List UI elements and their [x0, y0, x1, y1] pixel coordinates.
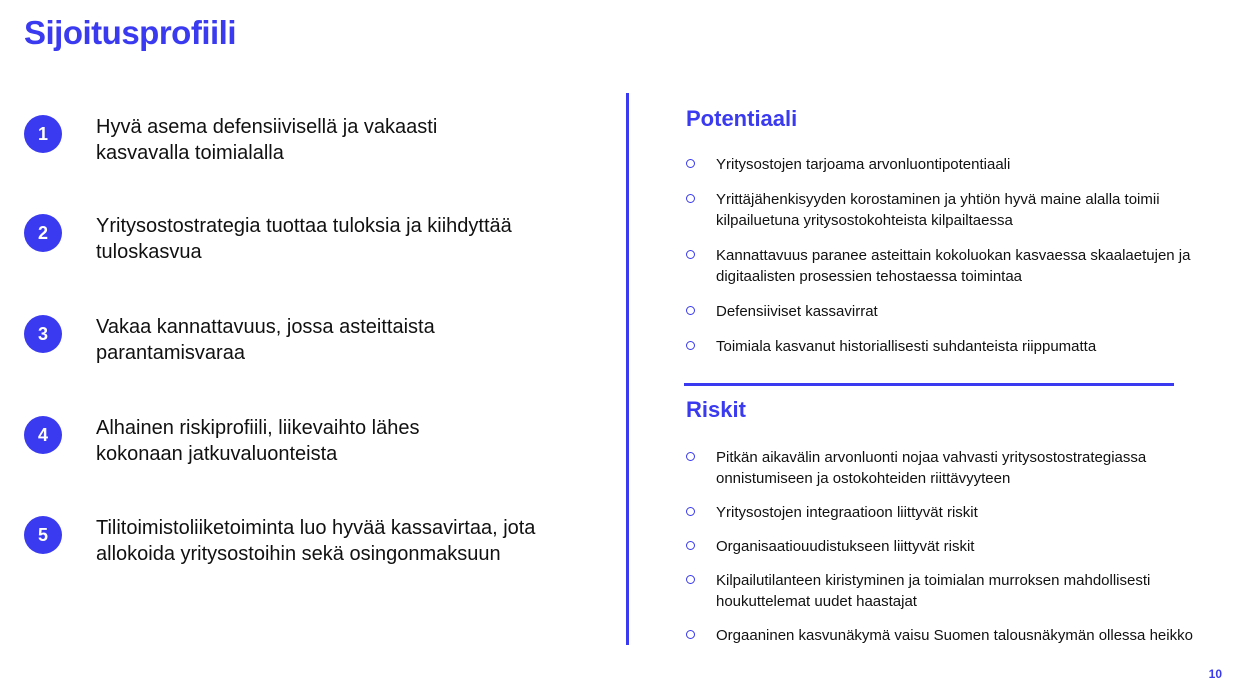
list-item: Pitkän aikavälin arvonluonti nojaa vahvasti yritysostostrategiassa onnistumiseen ja ostokohteiden riittävyyteen [686, 447, 1206, 489]
point-1 [24, 114, 584, 166]
point-4 [24, 415, 584, 467]
list-item: Yritysostojen integraatioon liittyvät riskit [686, 502, 1206, 523]
circle-bullet-icon [686, 250, 695, 259]
circle-bullet-icon [686, 630, 695, 639]
circle-bullet-icon [686, 541, 695, 550]
list-item: Yritysostojen tarjoama arvonluontipotentiaali [686, 154, 1206, 175]
list-item: Yrittäjähenkisyyden korostaminen ja yhtiön hyvä maine alalla toimii kilpailuetuna yritysostokohteista kilpailtaessa [686, 189, 1206, 231]
point-text: Alhainen riskiprofiili, liikevaihto lähes kokonaan jatkuvaluonteista [96, 417, 420, 465]
circle-bullet-icon [686, 194, 695, 203]
point-text: Yritysostostrategia tuottaa tuloksia ja kiihdyttää tuloskasvua [96, 215, 512, 263]
point-text: Tilitoimistoliiketoiminta luo hyvää kassavirtaa, jota allokoida yritysostoihin sekä osingonmaksuun [96, 517, 536, 565]
circle-bullet-icon [686, 306, 695, 315]
point-text: Hyvä asema defensiivisellä ja vakaasti kasvavalla toimialalla [96, 116, 438, 164]
circle-bullet-icon [686, 507, 695, 516]
list-item: Toimiala kasvanut historiallisesti suhdanteista riippumatta [686, 336, 1206, 357]
list-item: Defensiiviset kassavirrat [686, 301, 1206, 322]
circle-bullet-icon [686, 575, 695, 584]
number-badge: 2 [24, 214, 62, 252]
point-3 [24, 314, 584, 366]
potential-list [686, 154, 1206, 357]
potential-heading: Potentiaali [686, 106, 798, 131]
point-text: Vakaa kannattavuus, jossa asteittaista parantamisvaraa [96, 316, 435, 364]
number-badge: 3 [24, 315, 62, 353]
circle-bullet-icon [686, 452, 695, 461]
number-badge: 1 [24, 115, 62, 153]
list-item: Kannattavuus paranee asteittain kokoluokan kasvaessa skaalaetujen ja digitaalisten prosessien tehostaessa toimintaa [686, 245, 1206, 287]
circle-bullet-icon [686, 159, 695, 168]
list-item: Kilpailutilanteen kiristyminen ja toimialan murroksen mahdollisesti houkuttelemat uudet haastajat [686, 570, 1206, 612]
list-item: Orgaaninen kasvunäkymä vaisu Suomen talousnäkymän ollessa heikko [686, 625, 1206, 646]
vertical-divider [626, 93, 629, 645]
point-2 [24, 213, 584, 265]
point-5 [24, 515, 584, 567]
circle-bullet-icon [686, 341, 695, 350]
page-title: Sijoitusprofiili [24, 14, 236, 51]
list-item: Organisaatiouudistukseen liittyvät riskit [686, 536, 1206, 557]
number-badge: 4 [24, 416, 62, 454]
risks-list [686, 447, 1206, 646]
risks-heading: Riskit [686, 397, 746, 422]
horizontal-divider [684, 383, 1174, 386]
number-badge: 5 [24, 516, 62, 554]
page-number: 10 [1208, 667, 1222, 681]
